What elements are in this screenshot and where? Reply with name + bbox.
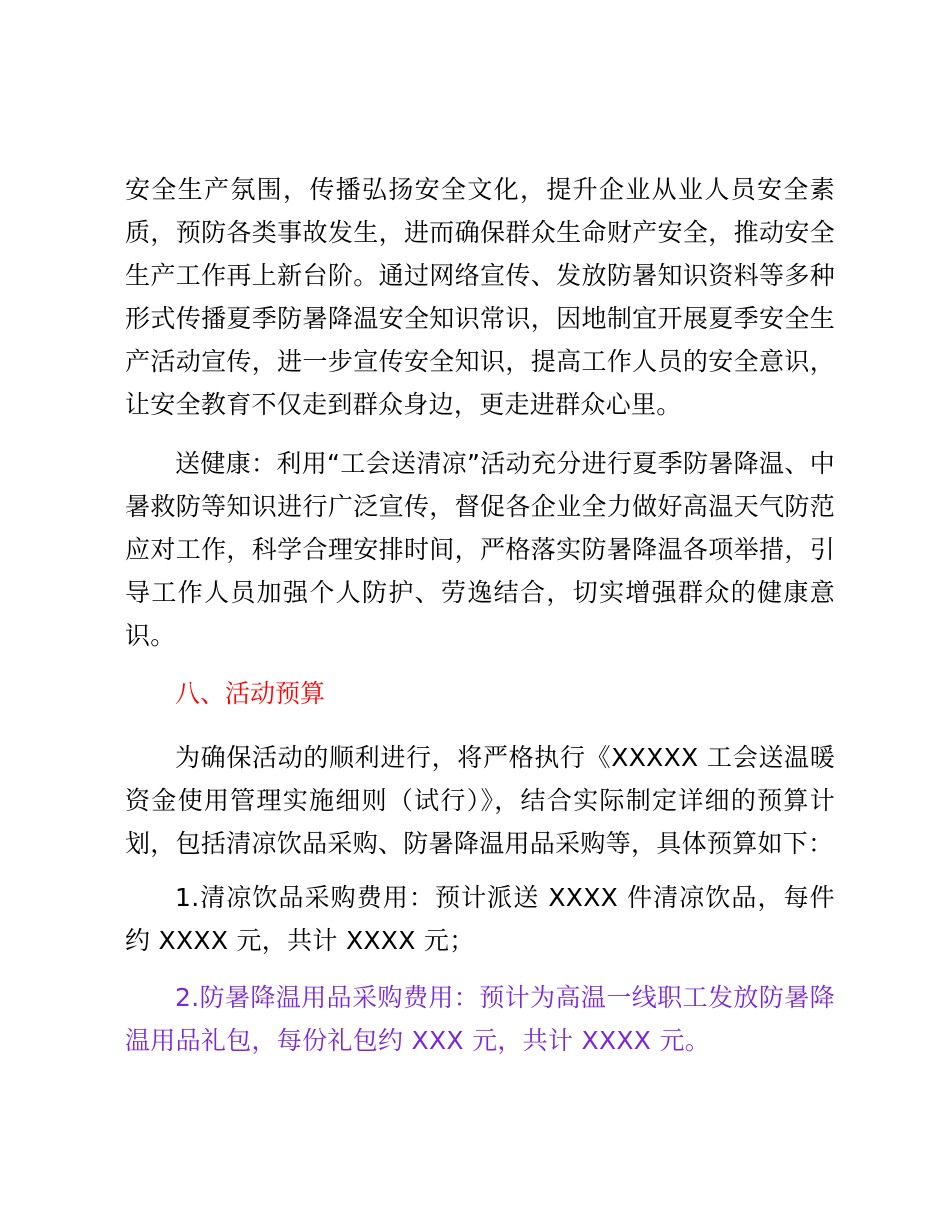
paragraph-budget-intro: 为确保活动的顺利进行，将严格执行《XXXXX 工会送温暖资金使用管理实施细则（试行）》，结合实际制定详细的预算计划，包括清凉饮品采购、防暑降温用品采购等，具体预算如下： <box>125 743 835 858</box>
paragraph-budget-item-supplies: 2.防暑降温用品采购费用：预计为高温一线职工发放防暑降温用品礼包，每份礼包约 XXX 元，共计 XXXX 元。 <box>125 983 835 1055</box>
paragraph-safety-culture: 安全生产氛围，传播弘扬安全文化，提升企业从业人员安全素质，预防各类事故发生，进而确保群众生命财产安全，推动安全生产工作再上新台阶。通过网络宣传、发放防暑知识资料等多种形式传播夏季防暑降温安全知识常识，因地制宜开展夏季安全生产活动宣传，进一步宣传安全知识，提高工作人员的安全意识，让安全教育不仅走到群众身边，更走进群众心里。 <box>125 175 835 419</box>
section-heading-budget: 八、活动预算 <box>175 679 326 708</box>
paragraph-health-campaign: 送健康：利用“工会送清凉”活动充分进行夏季防暑降温、中暑救防等知识进行广泛宣传，督促各企业全力做好高温天气防范应对工作，科学合理安排时间，严格落实防暑降温各项举措，引导工作人员加强个人防护、劳逸结合，切实增强群众的健康意识。 <box>125 449 835 650</box>
paragraph-budget-item-drinks: 1.清凉饮品采购费用：预计派送 XXXX 件清凉饮品，每件约 XXXX 元，共计 XXXX 元； <box>125 883 835 955</box>
